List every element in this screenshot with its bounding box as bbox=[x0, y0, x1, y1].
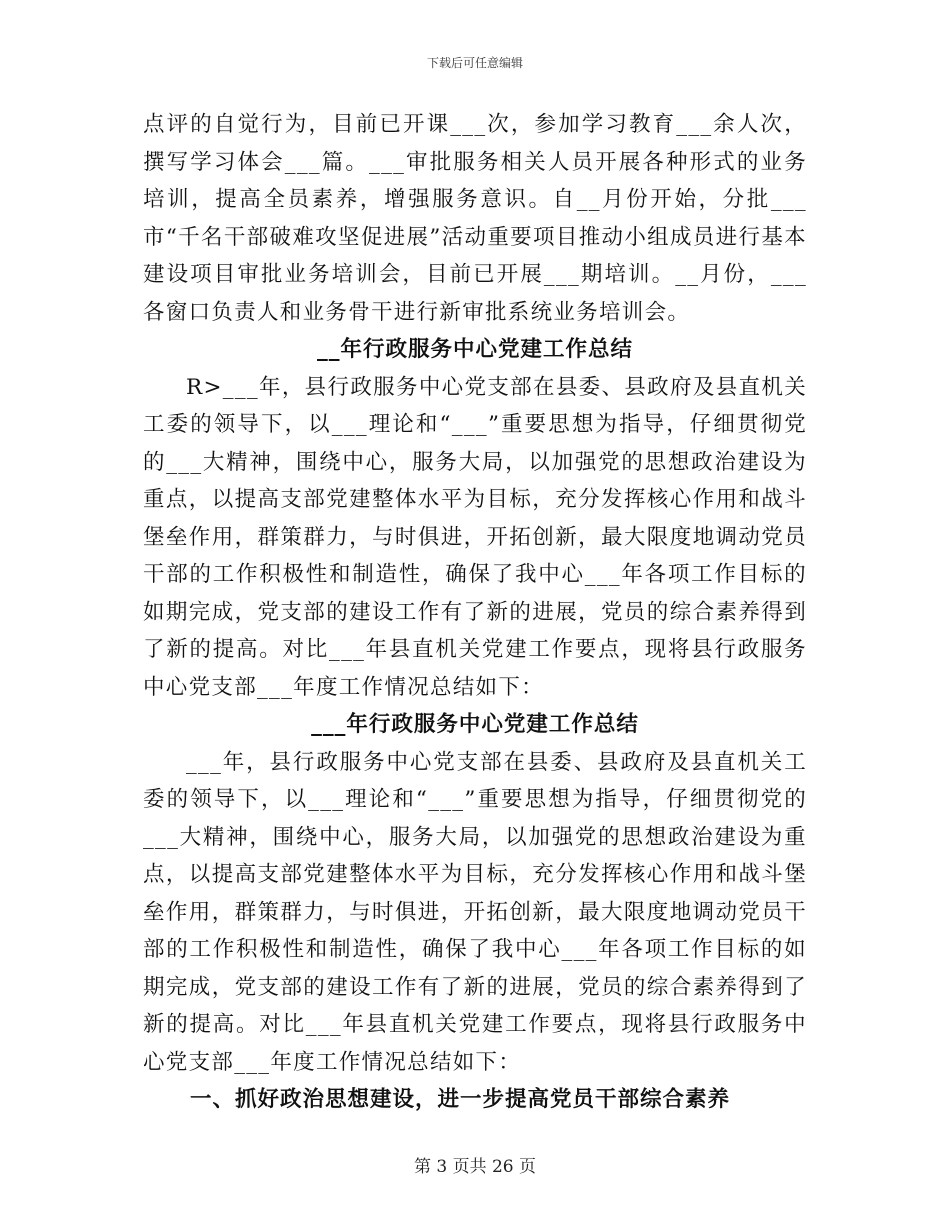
page-number-footer: 第 3 页共 26 页 bbox=[413, 1157, 537, 1177]
document-body bbox=[143, 106, 807, 1119]
paragraph-1: 点评的自觉行为，目前已开课___次，参加学习教育___余人次，撰写学习体会___篇。___审批服务相关人员开展各种形式的业务培训，提高全员素养，增强服务意识。自__月份开始，分批___市“千名干部破难攻坚促进展”活动重要项目推动小组成员进行基本建设项目审批业务培训会，目前已开展___期培训。__月份，___各窗口负责人和业务骨干进行新审批系统业务培训会。 bbox=[143, 112, 807, 325]
paragraph-3: ___年，县行政服务中心党支部在县委、县政府及县直机关工委的领导下，以___理论和“___”重要思想为指导，仔细贯彻党的___大精神，围绕中心，服务大局，以加强党的思想政治建设为重点，以提高支部党建整体水平为目标，充分发挥核心作用和战斗堡垒作用，群策群力，与时俱进，开拓创新，最大限度地调动党员干部的工作积极性和制造性，确保了我中心___年各项工作目标的如期完成，党支部的建设工作有了新的进展，党员的综合素养得到了新的提高。对比___年县直机关党建工作要点，现将县行政服务中心党支部___年度工作情况总结如下： bbox=[143, 749, 807, 1075]
section-title-2: ___年行政服务中心党建工作总结 bbox=[311, 712, 639, 737]
paragraph-2: R>___年，县行政服务中心党支部在县委、县政府及县直机关工委的领导下，以___理论和“___”重要思想为指导，仔细贯彻党的___大精神，围绕中心，服务大局，以加强党的思想政治建设为重点，以提高支部党建整体水平为目标，充分发挥核心作用和战斗堡垒作用，群策群力，与时俱进，开拓创新，最大限度地调动党员干部的工作积极性和制造性，确保了我中心___年各项工作目标的如期完成，党支部的建设工作有了新的进展，党员的综合素养得到了新的提高。对比___年县直机关党建工作要点，现将县行政服务中心党支部___年度工作情况总结如下： bbox=[143, 374, 807, 700]
page-header-note: 下载后可任意编辑 bbox=[426, 56, 523, 70]
subsection-heading: 一、抓好政治思想建设，进一步提高党员干部综合素养 bbox=[190, 1087, 731, 1112]
section-title-1: __年行政服务中心党建工作总结 bbox=[316, 337, 633, 362]
